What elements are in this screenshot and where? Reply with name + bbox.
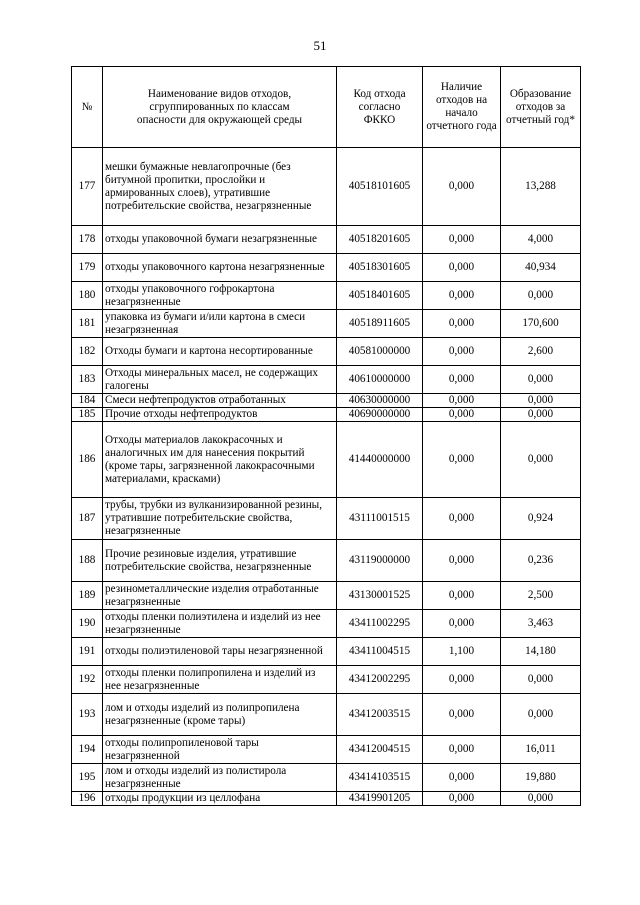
waste-code: 41440000000	[337, 422, 423, 498]
row-number: 194	[72, 736, 103, 764]
waste-name: отходы пленки полиэтилена и изделий из нее незагрязненные	[103, 610, 337, 638]
waste-code: 40518101605	[337, 148, 423, 226]
row-number: 184	[72, 394, 103, 408]
table-row	[72, 582, 581, 610]
waste-name: Прочие отходы нефтепродуктов	[103, 408, 337, 422]
row-number: 181	[72, 310, 103, 338]
waste-name: отходы упаковочного картона незагрязненные	[103, 254, 337, 282]
start-amount: 0,000	[423, 764, 501, 792]
waste-name: отходы упаковочной бумаги незагрязненные	[103, 226, 337, 254]
table-row	[72, 736, 581, 764]
waste-table	[71, 66, 581, 806]
row-number: 189	[72, 582, 103, 610]
row-number: 188	[72, 540, 103, 582]
header-formed: Образование отходов за отчетный год*	[501, 67, 581, 148]
table-row	[72, 226, 581, 254]
waste-name: отходы полиэтиленовой тары незагрязненной	[103, 638, 337, 666]
table-row	[72, 338, 581, 366]
start-amount: 0,000	[423, 540, 501, 582]
formed-amount: 2,500	[501, 582, 581, 610]
waste-name: трубы, трубки из вулканизированной резины, утратившие потребительские свойства, незагрязненные	[103, 498, 337, 540]
table-row	[72, 666, 581, 694]
waste-code: 40518401605	[337, 282, 423, 310]
formed-amount: 0,000	[501, 394, 581, 408]
formed-amount: 4,000	[501, 226, 581, 254]
row-number: 182	[72, 338, 103, 366]
waste-name: лом и отходы изделий из полистирола незагрязненные	[103, 764, 337, 792]
waste-name: резинометаллические изделия отработанные незагрязненные	[103, 582, 337, 610]
formed-amount: 16,011	[501, 736, 581, 764]
start-amount: 0,000	[423, 422, 501, 498]
waste-name: мешки бумажные невлагопрочные (без битумной пропитки, прослойки и армированных слоев), утратившие потребительские свойства, незагрязненные	[103, 148, 337, 226]
waste-code: 40581000000	[337, 338, 423, 366]
row-number: 177	[72, 148, 103, 226]
row-number: 185	[72, 408, 103, 422]
waste-code: 43414103515	[337, 764, 423, 792]
table-row	[72, 148, 581, 226]
waste-code: 43412004515	[337, 736, 423, 764]
table-row	[72, 764, 581, 792]
row-number: 186	[72, 422, 103, 498]
row-number: 196	[72, 792, 103, 806]
formed-amount: 170,600	[501, 310, 581, 338]
start-amount: 0,000	[423, 310, 501, 338]
waste-name: Отходы минеральных масел, не содержащих галогены	[103, 366, 337, 394]
row-number: 192	[72, 666, 103, 694]
formed-amount: 0,000	[501, 666, 581, 694]
waste-name: упаковка из бумаги и/или картона в смеси незагрязненная	[103, 310, 337, 338]
header-name: Наименование видов отходов, сгруппированных по классам опасности для окружающей среды	[103, 67, 337, 148]
start-amount: 0,000	[423, 694, 501, 736]
waste-code: 40518301605	[337, 254, 423, 282]
waste-code: 43412003515	[337, 694, 423, 736]
table-row	[72, 254, 581, 282]
start-amount: 0,000	[423, 792, 501, 806]
start-amount: 1,100	[423, 638, 501, 666]
waste-name: Смеси нефтепродуктов отработанных	[103, 394, 337, 408]
formed-amount: 0,000	[501, 422, 581, 498]
formed-amount: 19,880	[501, 764, 581, 792]
start-amount: 0,000	[423, 498, 501, 540]
waste-code: 43419901205	[337, 792, 423, 806]
table-row	[72, 310, 581, 338]
header-start: Наличие отходов на начало отчетного года	[423, 67, 501, 148]
waste-code: 40690000000	[337, 408, 423, 422]
formed-amount: 13,288	[501, 148, 581, 226]
waste-name: отходы продукции из целлофана	[103, 792, 337, 806]
table-row	[72, 282, 581, 310]
waste-code: 43411002295	[337, 610, 423, 638]
table-row	[72, 638, 581, 666]
start-amount: 0,000	[423, 338, 501, 366]
row-number: 183	[72, 366, 103, 394]
waste-code: 43130001525	[337, 582, 423, 610]
formed-amount: 0,000	[501, 792, 581, 806]
header-num: №	[72, 67, 103, 148]
waste-code: 40630000000	[337, 394, 423, 408]
page-number: 51	[313, 38, 327, 53]
formed-amount: 0,000	[501, 694, 581, 736]
table-row	[72, 422, 581, 498]
waste-code: 43119000000	[337, 540, 423, 582]
table-row	[72, 540, 581, 582]
table-row	[72, 792, 581, 806]
formed-amount: 0,000	[501, 366, 581, 394]
waste-name: Отходы материалов лакокрасочных и аналогичных им для нанесения покрытий (кроме тары, загрязненной лакокрасочными материалами, красками)	[103, 422, 337, 498]
row-number: 179	[72, 254, 103, 282]
table-header-row	[72, 67, 581, 148]
start-amount: 0,000	[423, 582, 501, 610]
waste-name: лом и отходы изделий из полипропилена незагрязненные (кроме тары)	[103, 694, 337, 736]
table-row	[72, 366, 581, 394]
row-number: 178	[72, 226, 103, 254]
row-number: 191	[72, 638, 103, 666]
formed-amount: 14,180	[501, 638, 581, 666]
formed-amount: 3,463	[501, 610, 581, 638]
start-amount: 0,000	[423, 736, 501, 764]
start-amount: 0,000	[423, 610, 501, 638]
waste-code: 43411004515	[337, 638, 423, 666]
row-number: 180	[72, 282, 103, 310]
waste-code: 40610000000	[337, 366, 423, 394]
row-number: 193	[72, 694, 103, 736]
formed-amount: 0,000	[501, 282, 581, 310]
start-amount: 0,000	[423, 408, 501, 422]
waste-code: 43412002295	[337, 666, 423, 694]
table-row	[72, 694, 581, 736]
waste-name: отходы пленки полипропилена и изделий из нее незагрязненные	[103, 666, 337, 694]
formed-amount: 0,236	[501, 540, 581, 582]
header-code: Код отхода согласно ФККО	[337, 67, 423, 148]
table-body	[72, 148, 581, 806]
table-row	[72, 394, 581, 408]
start-amount: 0,000	[423, 254, 501, 282]
waste-code: 40518911605	[337, 310, 423, 338]
waste-name: отходы упаковочного гофрокартона незагрязненные	[103, 282, 337, 310]
start-amount: 0,000	[423, 226, 501, 254]
formed-amount: 40,934	[501, 254, 581, 282]
row-number: 190	[72, 610, 103, 638]
waste-name: Прочие резиновые изделия, утратившие потребительские свойства, незагрязненные	[103, 540, 337, 582]
waste-name: Отходы бумаги и картона несортированные	[103, 338, 337, 366]
waste-code: 43111001515	[337, 498, 423, 540]
start-amount: 0,000	[423, 282, 501, 310]
row-number: 187	[72, 498, 103, 540]
start-amount: 0,000	[423, 666, 501, 694]
waste-name: отходы полипропиленовой тары незагрязненной	[103, 736, 337, 764]
table-row	[72, 610, 581, 638]
formed-amount: 2,600	[501, 338, 581, 366]
start-amount: 0,000	[423, 366, 501, 394]
row-number: 195	[72, 764, 103, 792]
table-row	[72, 498, 581, 540]
waste-code: 40518201605	[337, 226, 423, 254]
start-amount: 0,000	[423, 394, 501, 408]
formed-amount: 0,000	[501, 408, 581, 422]
table-row	[72, 408, 581, 422]
formed-amount: 0,924	[501, 498, 581, 540]
start-amount: 0,000	[423, 148, 501, 226]
